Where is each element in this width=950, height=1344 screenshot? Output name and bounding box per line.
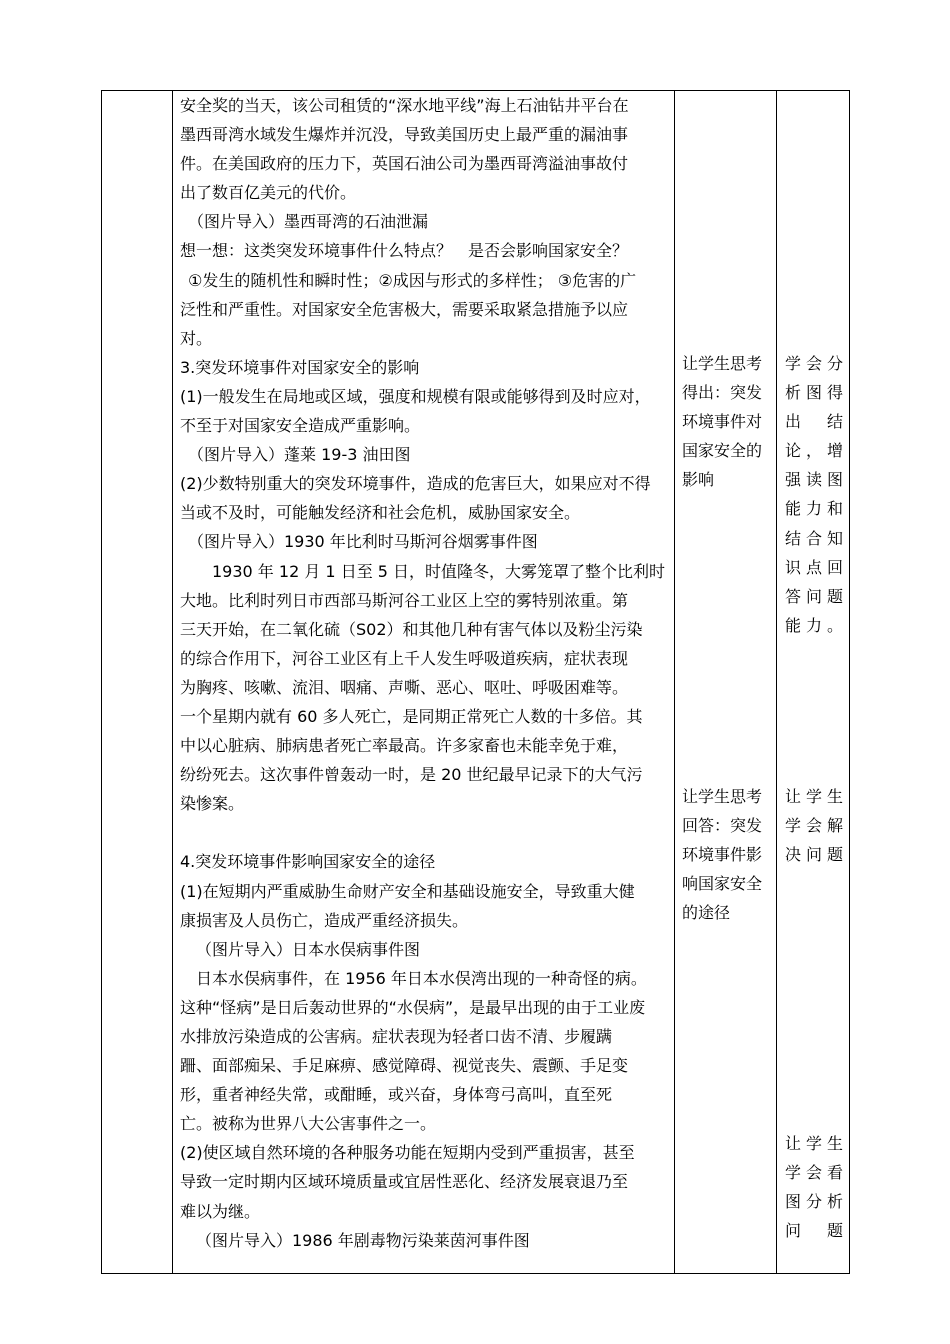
intent-line: 能力。 [785, 615, 843, 635]
content-line: 导致一定时期内区域环境质量或宜居性恶化、经济发展衰退乃至 [180, 1172, 629, 1192]
content-line: 的综合作用下，河谷工业区有上千人发生呼吸道疾病，症状表现 [180, 648, 629, 668]
section-heading: 3.突发环境事件对国家安全的影响 [180, 357, 420, 377]
intent-line: 结合知 [785, 528, 843, 548]
activity-line: 影响 [682, 470, 715, 490]
intent-line: 论，增 [785, 441, 843, 461]
teaching-content-column [180, 91, 676, 1255]
content-line: ①发生的随机性和瞬时性；②成因与形式的多样性； ③危害的广 [188, 270, 637, 290]
activity-line: 环境事件影 [682, 845, 763, 865]
column-divider [172, 91, 173, 1273]
lesson-table [101, 90, 850, 1274]
image-intro-line: （图片导入）1986 年剧毒物污染莱茵河事件图 [196, 1230, 530, 1250]
intent-line: 能力和 [785, 499, 843, 519]
student-activity-block [682, 782, 770, 927]
design-intent-block [785, 1129, 843, 1245]
design-intent-block [785, 349, 843, 640]
intent-line: 学会分 [785, 354, 843, 373]
content-line: (1)在短期内严重威胁生命财产安全和基础设施安全，导致重大健 [180, 881, 635, 901]
content-line: 为胸疼、咳嗽、流泪、咽痛、声嘶、恶心、呕吐、呼吸困难等。 [180, 677, 629, 697]
content-line: 中以心脏病、肺病患者死亡率最高。许多家畜也未能幸免于难， [180, 736, 629, 756]
content-line: 件。在美国政府的压力下，英国石油公司为墨西哥湾溢油事故付 [180, 154, 629, 174]
content-line: 墨西哥湾水域发生爆炸并沉没，导致美国历史上最严重的漏油事 [180, 125, 629, 145]
content-line: 跚、面部痴呆、手足麻痹、感觉障碍、视觉丧失、震颤、手足变 [180, 1056, 629, 1076]
intent-line: 让学生 [785, 1134, 843, 1153]
content-line: 日本水俣病事件，在 1956 年日本水俣湾出现的一种奇怪的病。 [196, 968, 647, 988]
intent-line: 答问题 [785, 586, 843, 606]
intent-line: 学会看 [785, 1163, 843, 1183]
activity-line: 环境事件对 [682, 412, 763, 432]
activity-line: 让学生思考 [682, 787, 763, 806]
intent-line: 出 结 [785, 412, 843, 432]
image-intro-line: （图片导入）蓬莱 19-3 油田图 [188, 445, 411, 465]
section-heading: 4.突发环境事件影响国家安全的途径 [180, 852, 436, 872]
design-intent-block [785, 782, 843, 869]
content-line: 染惨案。 [180, 794, 245, 814]
content-line: 三天开始，在二氧化硫（S02）和其他几种有害气体以及粉尘污染 [180, 619, 643, 639]
intent-line: 析图得 [785, 383, 843, 403]
content-line: 难以为继。 [180, 1201, 261, 1221]
content-line: 想一想：这类突发环境事件什么特点？ 是否会影响国家安全？ [180, 241, 629, 261]
content-line: 大地。比利时列日市西部马斯河谷工业区上空的雾特别浓重。第 [180, 590, 629, 610]
activity-line: 得出：突发 [682, 383, 763, 403]
content-line: (2)使区域自然环境的各种服务功能在短期内受到严重损害，甚至 [180, 1143, 635, 1163]
content-line: 安全奖的当天，该公司租赁的“深水地平线”海上石油钻井平台在 [180, 96, 629, 115]
content-line: 出了数百亿美元的代价。 [180, 183, 357, 203]
activity-line: 的途径 [682, 903, 731, 923]
content-line: 泛性和严重性。对国家安全危害极大，需要采取紧急措施予以应 [180, 299, 629, 319]
content-line: 当或不及时，可能触发经济和社会危机，威胁国家安全。 [180, 503, 581, 523]
activity-line: 国家安全的 [682, 441, 763, 461]
content-line: 1930 年 12 月 1 日至 5 日，时值隆冬，大雾笼罩了整个比利时 [212, 561, 666, 581]
activity-line: 回答：突发 [682, 816, 763, 836]
intent-line: 强读图 [785, 470, 843, 490]
content-line: 形，重者神经失常，或酣睡，或兴奋，身体弯弓高叫，直至死 [180, 1085, 613, 1105]
image-intro-line: （图片导入）墨西哥湾的石油泄漏 [188, 212, 429, 232]
content-line: 这种“怪病”是日后轰动世界的“水俣病”，是最早出现的由于工业废 [180, 997, 646, 1017]
activity-line: 响国家安全 [682, 874, 763, 894]
intent-line: 让学生 [785, 787, 843, 806]
content-line: 对。 [180, 328, 213, 348]
intent-line: 问题 [785, 1221, 843, 1241]
image-intro-line: （图片导入）1930 年比利时马斯河谷烟雾事件图 [188, 532, 538, 552]
intent-line: 识点回 [785, 557, 843, 577]
content-line: 水排放污染造成的公害病。症状表现为轻者口齿不清、步履蹒 [180, 1027, 613, 1046]
intent-line: 决问题 [785, 845, 843, 865]
content-line: 一个星期内就有 60 多人死亡，是同期正常死亡人数的十多倍。其 [180, 706, 643, 726]
content-line: 纷纷死去。这次事件曾轰动一时，是 20 世纪最早记录下的大气污 [180, 765, 643, 785]
blank-line [180, 818, 676, 847]
intent-line: 学会解 [785, 816, 843, 836]
student-activity-block [682, 349, 770, 494]
content-line: (1)一般发生在局地或区域，强度和规模有限或能够得到及时应对， [180, 386, 651, 406]
column-divider [776, 91, 777, 1273]
image-intro-line: （图片导入）日本水俣病事件图 [196, 939, 421, 959]
content-line: (2)少数特别重大的突发环境事件，造成的危害巨大，如果应对不得 [180, 474, 651, 494]
intent-line: 图分析 [785, 1192, 843, 1212]
content-line: 亡。被称为世界八大公害事件之一。 [180, 1114, 437, 1134]
activity-line: 让学生思考 [682, 354, 763, 373]
content-line: 康损害及人员伤亡，造成严重经济损失。 [180, 910, 469, 930]
content-line: 不至于对国家安全造成严重影响。 [180, 416, 421, 436]
